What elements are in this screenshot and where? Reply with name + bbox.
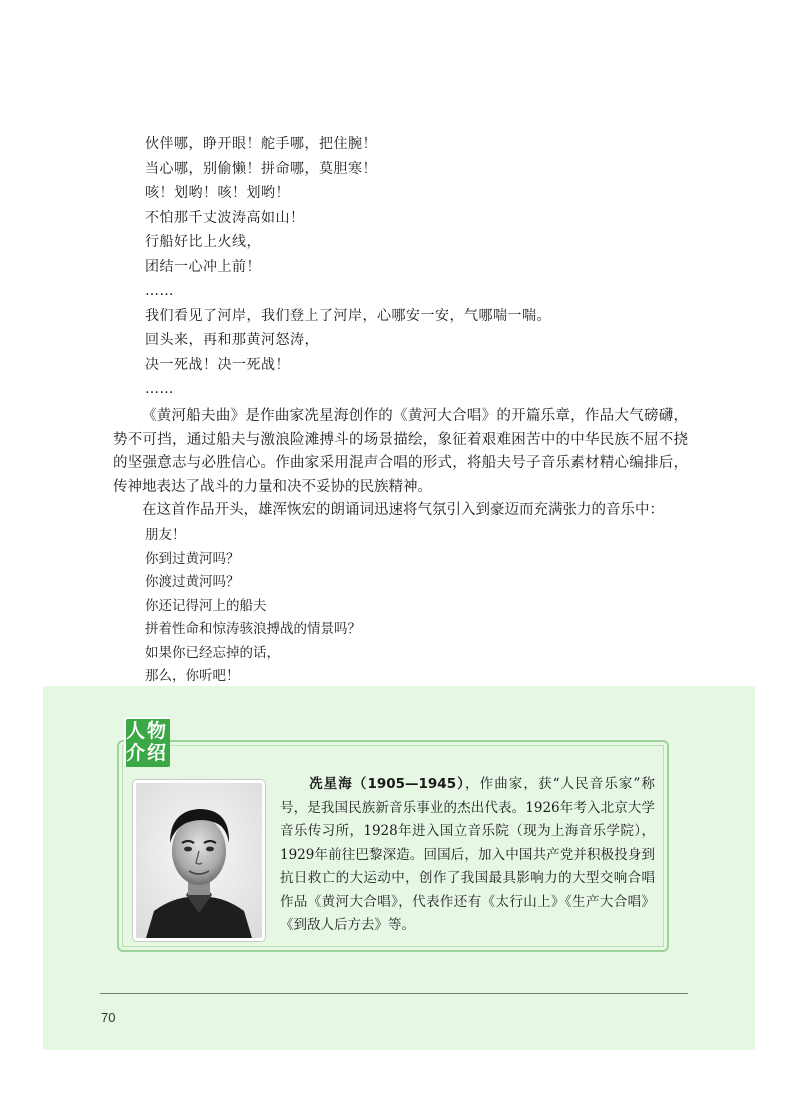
recitation-line: 你到过黄河吗？ bbox=[145, 550, 240, 567]
lyric-line: 我们看见了河岸，我们登上了河岸，心哪安一安，气哪喘一喘。 bbox=[145, 307, 551, 324]
intro-paragraph bbox=[113, 405, 688, 499]
recitation-line: 你渡过黄河吗？ bbox=[145, 574, 240, 590]
lyric-line: …… bbox=[145, 283, 174, 299]
intro-paragraph-text: 《黄河船夫曲》是作曲家冼星海创作的《黄河大合唱》的开篇乐章，作品大气磅礴，势不可挡，通过船夫与激浪险滩搏斗的场景描绘，象征着艰难困苦中的中华民族不屈不挠的坚强意志与必胜信心。作曲家采用混声合唱的形式，将船夫号子音乐素材精心编排后，传神地表达了战斗的力量和决不妥协的民族精神。 bbox=[113, 408, 688, 495]
lyric-line: 行船好比上火线， bbox=[145, 234, 261, 250]
lyrics-block bbox=[145, 132, 705, 402]
recitation-line: 那么，你听吧！ bbox=[145, 668, 240, 684]
lyric-line: …… bbox=[145, 381, 174, 397]
portrait-photo bbox=[133, 780, 265, 941]
recitation-line: 拼着性命和惊涛骇浪搏战的情景吗？ bbox=[145, 621, 361, 637]
footer-divider bbox=[100, 993, 688, 994]
page-number: 70 bbox=[101, 1010, 116, 1025]
lyric-line: 决一死战！决一死战！ bbox=[145, 356, 290, 373]
badge-line1: 人物 bbox=[125, 720, 168, 742]
lyric-line: 当心哪，别偷懒！拼命哪，莫胆寒！ bbox=[145, 160, 377, 177]
lyric-line: 回头来，再和那黄河怒涛， bbox=[145, 332, 319, 348]
profile-badge bbox=[124, 717, 170, 767]
recitation-line: 如果你已经忘掉的话， bbox=[145, 644, 280, 661]
lyric-line: 咳！划哟！咳！划哟！ bbox=[145, 185, 290, 201]
recitation-block bbox=[145, 524, 645, 689]
lyric-line: 团结一心冲上前！ bbox=[145, 258, 261, 275]
recitation-intro-paragraph bbox=[113, 499, 688, 523]
recitation-line: 你还记得河上的船夫 bbox=[145, 597, 267, 614]
profile-bio-text: ，作曲家，获“人民音乐家”称号，是我国民族新音乐事业的杰出代表。1926年考入北京大学音乐传习所，1928年进入国立音乐院（现为上海音乐学院），1929年前往巴黎深造。回国后，加入中国共产党并积极投身到抗日救亡的大运动中，创作了我国最具影响力的大型交响合唱作品《黄河大合唱》，代表作还有《太行山上》《生产大合唱》《到敌人后方去》等。 bbox=[280, 776, 655, 933]
profile-bio bbox=[280, 773, 655, 938]
profile-name: 冼星海（1905—1945） bbox=[308, 776, 466, 792]
recitation-intro-text: 在这首作品开头，雄浑恢宏的朗诵词迅速将气氛引入到豪迈而充满张力的音乐中： bbox=[142, 502, 664, 518]
lyric-line: 伙伴哪，睁开眼！舵手哪，把住腕！ bbox=[145, 136, 377, 152]
badge-line2: 介绍 bbox=[125, 742, 168, 764]
portrait-illustration bbox=[136, 783, 262, 938]
lyric-line: 不怕那千丈波涛高如山！ bbox=[145, 209, 305, 226]
recitation-line: 朋友！ bbox=[145, 527, 186, 543]
